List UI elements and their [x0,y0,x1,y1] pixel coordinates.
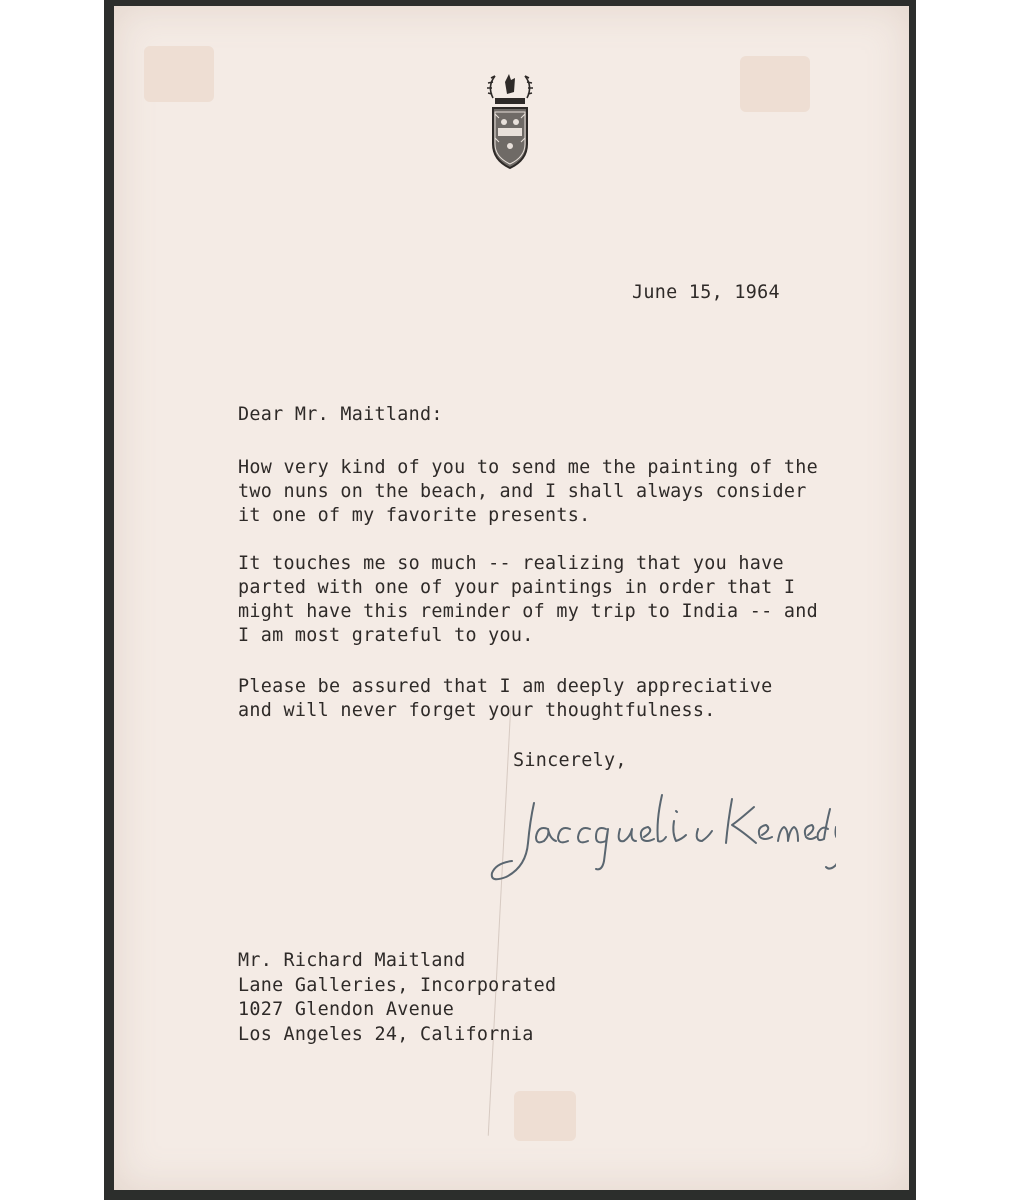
tape-mark-bottom [514,1091,576,1141]
recipient-company: Lane Galleries, Incorporated [238,974,557,996]
handwritten-signature [486,781,836,896]
paragraph-line: and will never forget your thoughtfulness. [238,700,716,721]
letter-date: June 15, 1964 [632,282,780,303]
paper-crease [488,706,512,1135]
family-crest-icon [481,68,539,172]
tape-mark-top-right [740,56,810,112]
tape-mark-top-left [144,46,214,102]
paragraph-3 [238,675,773,723]
recipient-city: Los Angeles 24, California [238,1023,534,1045]
paragraph-line: It touches me so much -- realizing that you have [238,553,784,574]
paragraph-line: might have this reminder of my trip to India -- and [238,601,818,622]
paragraph-line: Please be assured that I am deeply appreciative [238,676,773,697]
paragraph-line: I am most grateful to you. [238,625,534,646]
paragraph-line: parted with one of your paintings in order that I [238,577,796,598]
paragraph-1 [238,456,818,528]
recipient-name: Mr. Richard Maitland [238,950,466,971]
paragraph-line: it one of my favorite presents. [238,505,591,526]
paragraph-line: two nuns on the beach, and I shall always consider [238,481,807,502]
paragraph-line: How very kind of you to send me the painting of the [238,457,818,478]
letter-sheet [114,6,909,1190]
salutation: Dear Mr. Maitland: [238,404,443,425]
recipient-address [238,949,556,1047]
closing: Sincerely, [513,750,627,771]
recipient-street: 1027 Glendon Avenue [238,999,455,1020]
paragraph-2 [238,552,818,648]
